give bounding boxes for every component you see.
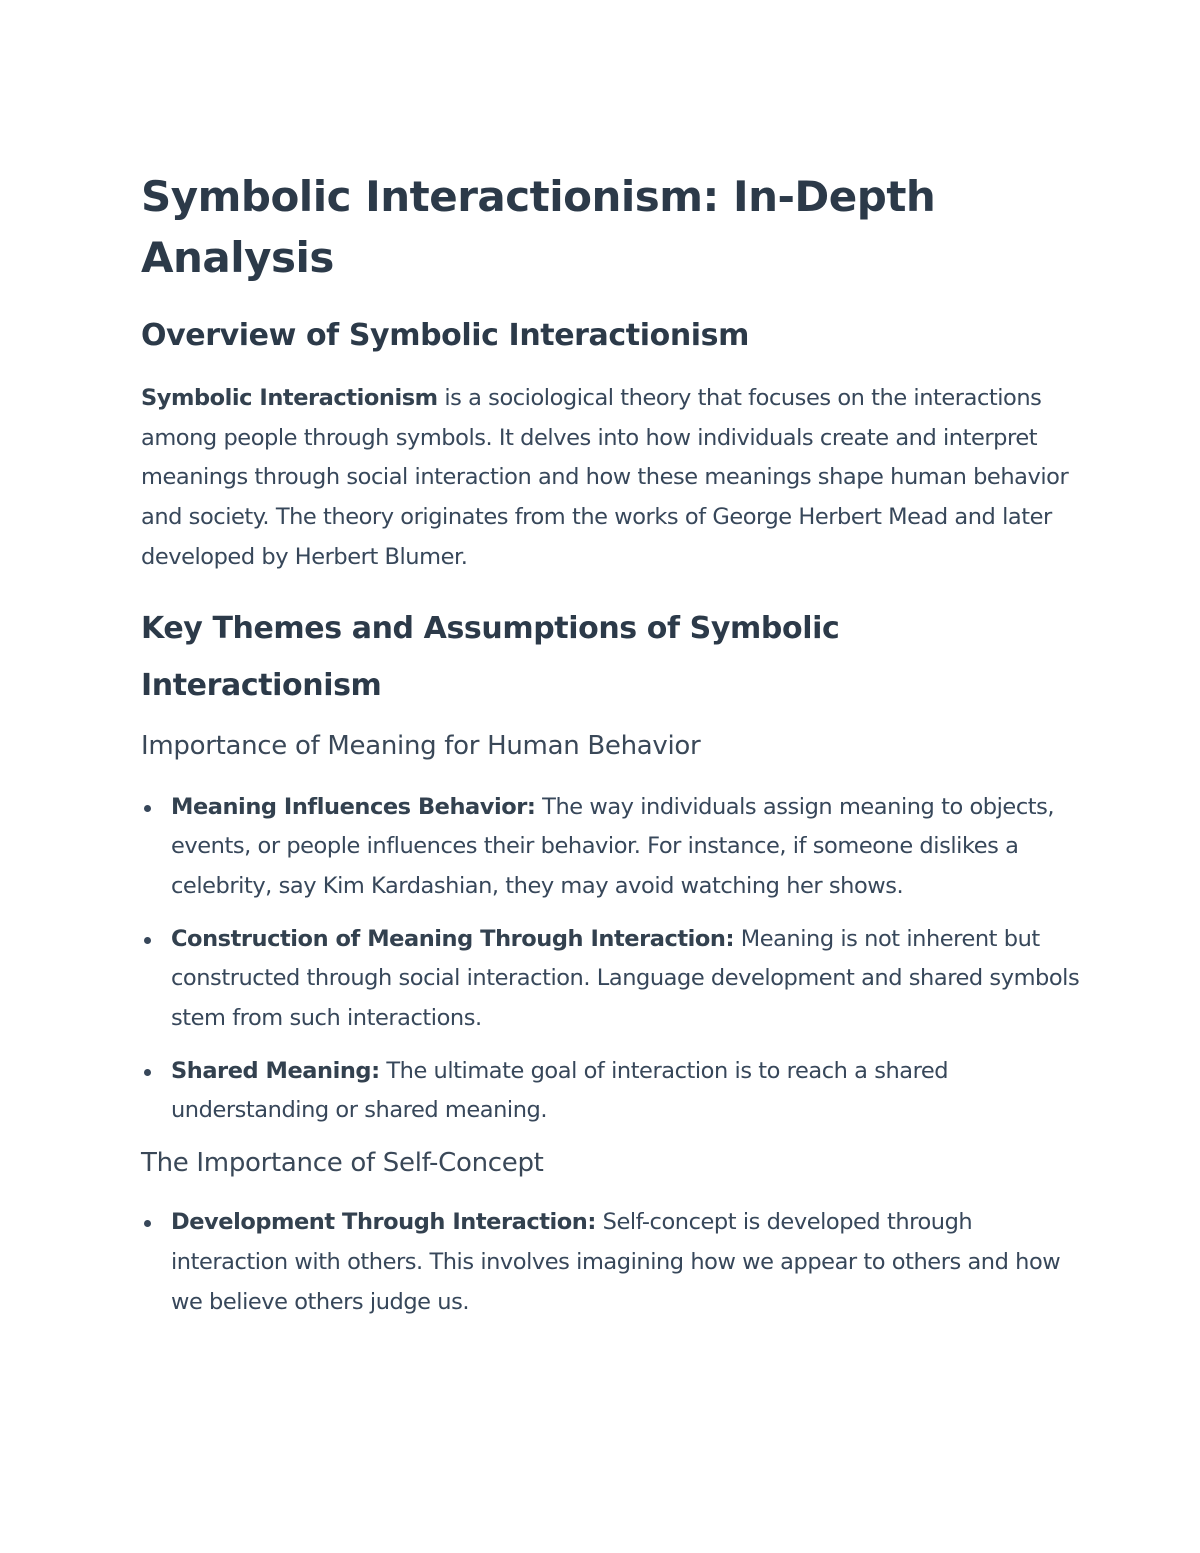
bullet-icon	[144, 1069, 151, 1076]
list-item	[141, 788, 1081, 907]
section-heading-key-themes: Key Themes and Assumptions of Symbolic Interactionism	[141, 610, 840, 703]
list-item-text: The way individuals assign meaning to objects, events, or people influences their behavior. For instance, if someone dislikes a celebrity, say Kim Kardashian, they may avoid watching her shows.	[171, 793, 1055, 899]
list-item-term: Shared Meaning:	[171, 1057, 380, 1084]
list-item	[141, 1203, 1081, 1322]
self-concept-bullet-list	[141, 1203, 1081, 1322]
overview-text: is a sociological theory that focuses on the interactions among people through symbols. It delves into how individuals create and interpret meanings through social interaction and how these meanings shape human behavior and society. The theory originates from the works of George Herbert Mead and later developed by Herbert Blumer.	[141, 385, 1069, 570]
list-item-term: Construction of Meaning Through Interaction:	[171, 925, 735, 952]
document-page	[141, 166, 1081, 1322]
bullet-icon	[144, 1220, 151, 1227]
meaning-bullet-list	[141, 788, 1081, 1132]
overview-term: Symbolic Interactionism	[141, 385, 438, 411]
list-item-term: Meaning Influences Behavior:	[171, 793, 536, 820]
list-item	[141, 1052, 1081, 1131]
list-item-term: Development Through Interaction:	[171, 1209, 596, 1236]
bullet-icon	[144, 805, 151, 812]
subsection-heading-self-concept: The Importance of Self-Concept	[141, 1148, 544, 1179]
list-item-text: Meaning is not inherent but constructed through social interaction. Language development and shared symbols stem from such interactions.	[171, 925, 1080, 1032]
list-item-text: Self-concept is developed through interaction with others. This involves imagining how we appear to others and how we believe others judge us.	[171, 1209, 1061, 1315]
list-item-text: The ultimate goal of interaction is to reach a shared understanding or shared meaning.	[171, 1057, 949, 1124]
overview-paragraph	[141, 379, 1081, 578]
list-item	[141, 920, 1081, 1039]
subsection-heading-meaning: Importance of Meaning for Human Behavior	[141, 730, 701, 761]
section-heading-overview: Overview of Symbolic Interactionism	[141, 318, 749, 353]
bullet-icon	[144, 937, 151, 944]
document-title: Symbolic Interactionism: In-Depth Analysis	[141, 172, 936, 282]
